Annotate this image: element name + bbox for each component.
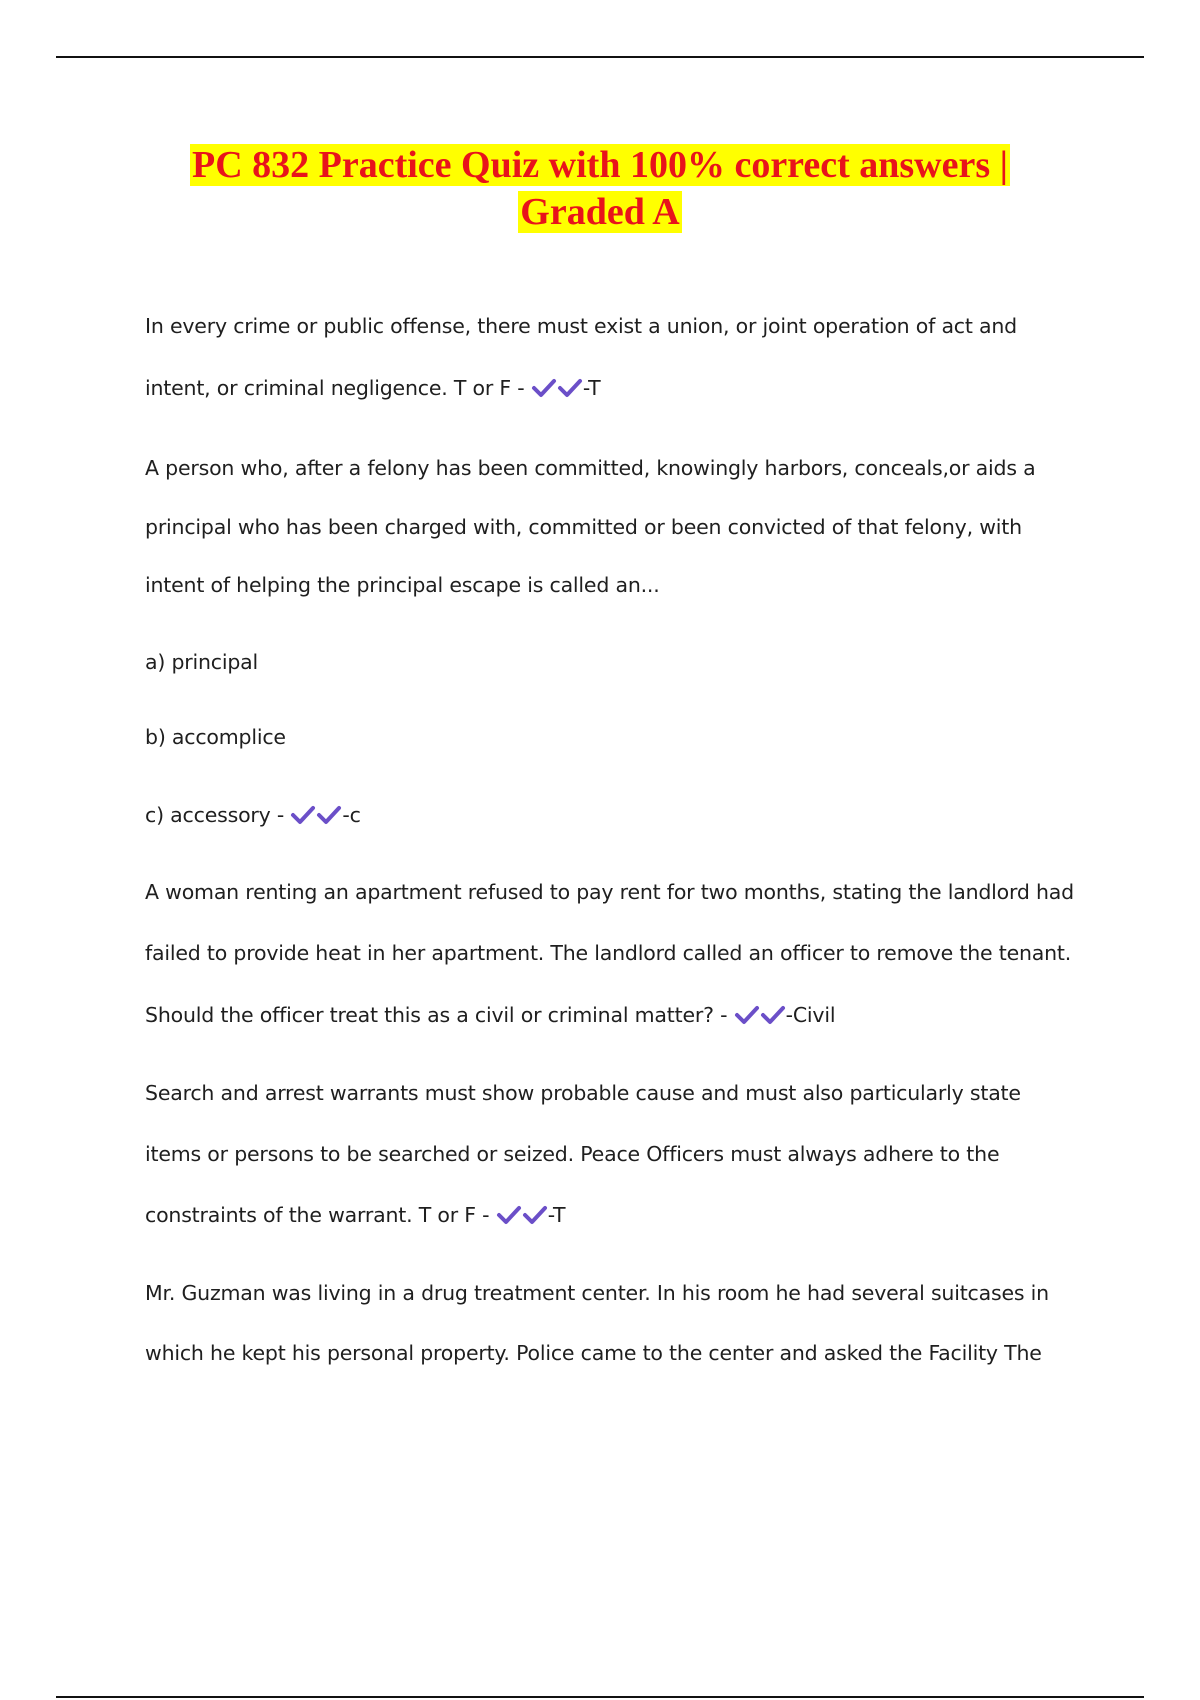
question-1-line-1: In every crime or public offense, there must exist a union, or joint operation of act and: [145, 314, 1017, 338]
question-3-line-1: A woman renting an apartment refused to pay rent for two months, stating the landlord had: [145, 880, 1074, 904]
title-line-1: PC 832 Practice Quiz with 100% correct answers |: [192, 144, 1008, 186]
question-4-text: constraints of the warrant. T or F -: [145, 1203, 490, 1227]
question-1-text: intent, or criminal negligence. T or F -: [145, 376, 525, 400]
question-3-line-2: failed to provide heat in her apartment. The landlord called an officer to remove the tenant.: [145, 941, 1072, 965]
answer-2: -c: [342, 803, 361, 827]
check-icon: [531, 378, 557, 398]
question-1-line-2: [145, 376, 600, 400]
check-icon: [522, 1205, 548, 1225]
question-3-line-3: [145, 1003, 835, 1027]
question-5-line-1: Mr. Guzman was living in a drug treatment center. In his room he had several suitcases in: [145, 1281, 1049, 1305]
question-4-line-1: Search and arrest warrants must show probable cause and must also particularly state: [145, 1081, 1021, 1105]
question-5-line-2: which he kept his personal property. Police came to the center and asked the Facility The: [145, 1341, 1042, 1365]
answer-4: -T: [547, 1203, 566, 1227]
header-rule: [56, 56, 1144, 58]
check-icon: [290, 805, 316, 825]
check-icon: [760, 1005, 786, 1025]
document-title: [0, 142, 1200, 236]
option-c: c) accessory -: [145, 803, 285, 827]
title-line-2: Graded A: [520, 191, 680, 233]
answer-1: -T: [582, 376, 601, 400]
question-4-line-2: items or persons to be searched or seized. Peace Officers must always adhere to the: [145, 1142, 1000, 1166]
check-icon: [316, 805, 342, 825]
question-3-text: Should the officer treat this as a civil or criminal matter? -: [145, 1003, 728, 1027]
footer-rule: [56, 1696, 1144, 1698]
check-icon: [496, 1205, 522, 1225]
check-icon: [557, 378, 583, 398]
option-c-line: [145, 803, 361, 827]
option-a: a) principal: [145, 650, 259, 674]
question-2-line-1: A person who, after a felony has been committed, knowingly harbors, conceals,or aids a: [145, 456, 1036, 480]
answer-3: -Civil: [785, 1003, 836, 1027]
check-icon: [734, 1005, 760, 1025]
question-2-line-3: intent of helping the principal escape is called an...: [145, 573, 660, 597]
option-b: b) accomplice: [145, 725, 286, 749]
question-2-line-2: principal who has been charged with, committed or been convicted of that felony, with: [145, 515, 1022, 539]
question-4-line-3: [145, 1203, 565, 1227]
